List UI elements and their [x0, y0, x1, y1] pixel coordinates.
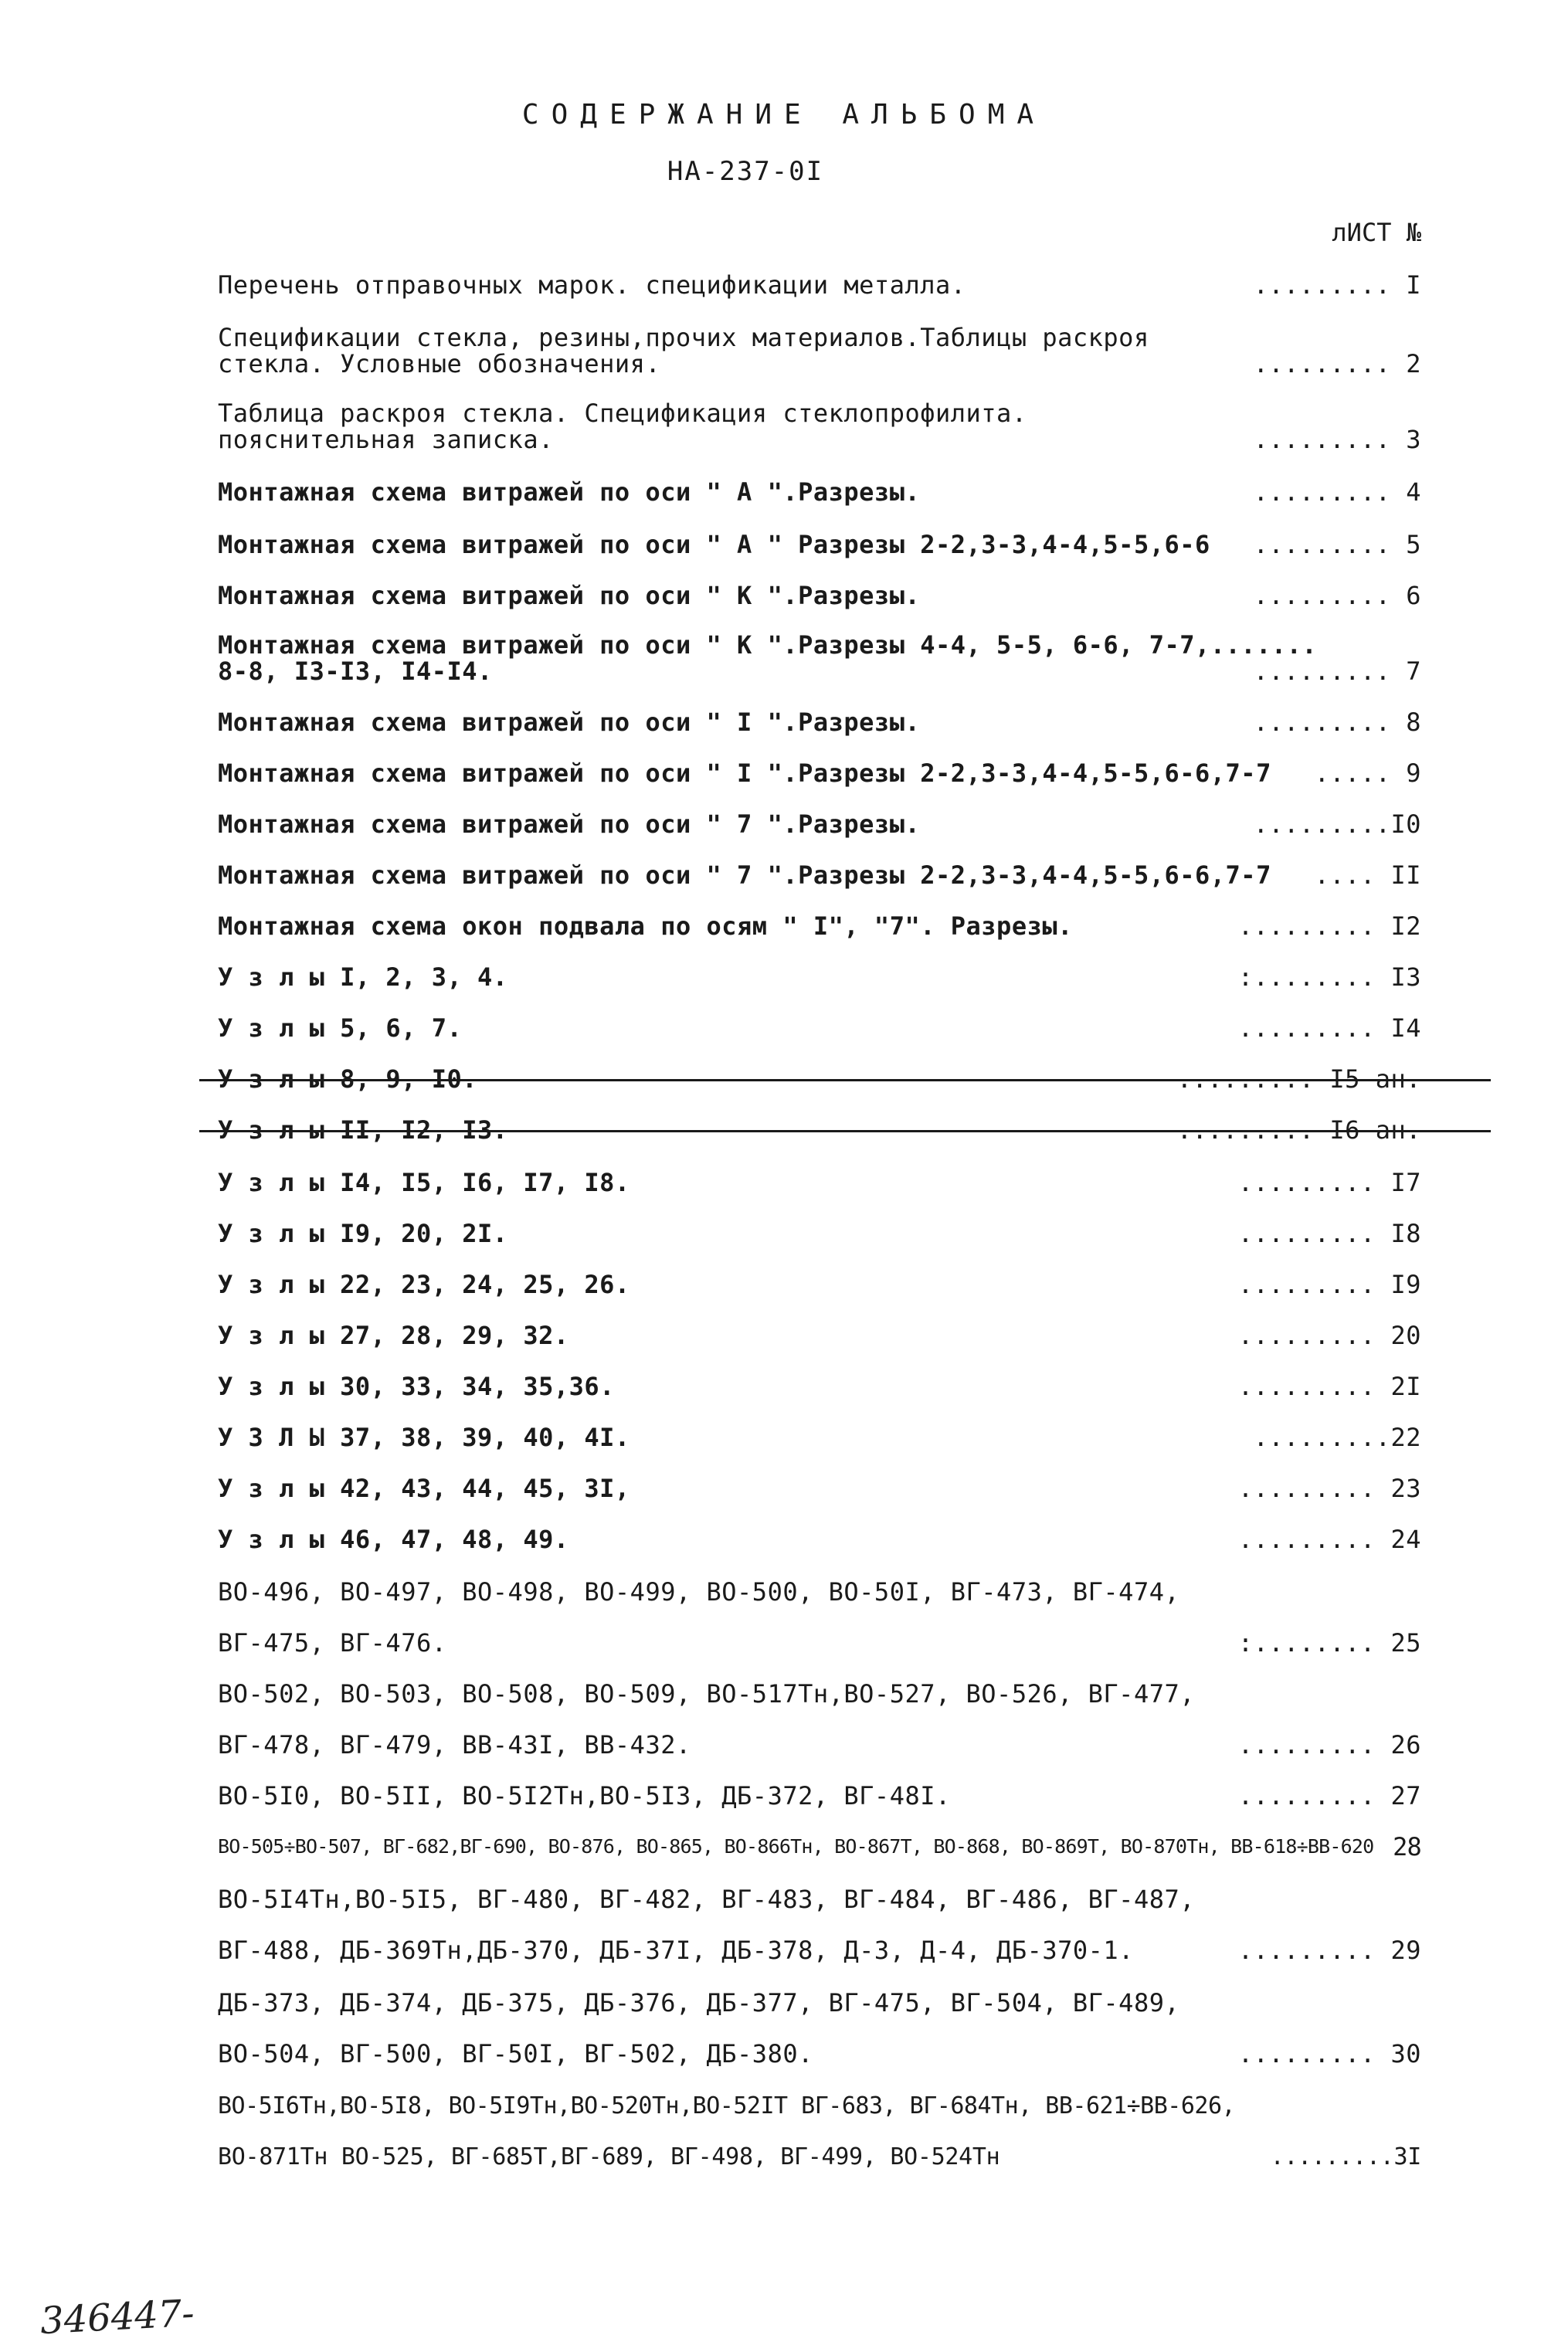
- contents-row: [218, 913, 1421, 939]
- row-page: :........ 25: [1237, 1628, 1421, 1658]
- row-text: Перечень отправочных марок. спецификации металла.: [218, 270, 966, 300]
- row-text: Монтажная схема витражей по оси " 7 ".Разрезы.: [218, 809, 921, 839]
- row-page: ......... 2: [1253, 349, 1421, 378]
- row-text: У з л ы 30, 33, 34, 35,36.: [218, 1372, 615, 1401]
- contents-row: [218, 1579, 1421, 1605]
- contents-row: [218, 582, 1421, 609]
- row-text: Таблица раскроя стекла. Спецификация стеклопрофилита. пояснительная записка.: [218, 399, 1027, 454]
- row-page: ......... 24: [1237, 1525, 1421, 1554]
- row-text: ВО-505÷ВО-507, ВГ-682,ВГ-690, ВО-876, ВО-865, ВО-866Тн, ВО-867Т, ВО-868, ВО-869Т, ВО-870Тн, ВВ-618÷ВВ-620: [218, 1835, 1374, 1858]
- contents-row: [218, 2041, 1421, 2067]
- row-text: Монтажная схема витражей по оси " 7 ".Разрезы 2-2,3-3,4-4,5-5,6-6,7-7: [218, 860, 1271, 890]
- contents-row: [218, 709, 1421, 735]
- row-page: ..... 9: [1314, 758, 1421, 788]
- row-text: ВО-502, ВО-503, ВО-508, ВО-509, ВО-517Тн,ВО-527, ВО-526, ВГ-477,: [218, 1679, 1195, 1709]
- contents-row-struck: [218, 1117, 1421, 1143]
- row-page: ......... 3: [1253, 425, 1421, 454]
- row-page: ......... 29: [1237, 1936, 1421, 1965]
- row-text: Монтажная схема витражей по оси " К ".Разрезы 4-4, 5-5, 6-6, 7-7,....... 8-8, I3-I3, I4-I4.: [218, 630, 1318, 686]
- contents-row: [218, 1990, 1421, 2016]
- row-text: ВГ-478, ВГ-479, ВВ-43I, ВВ-432.: [218, 1730, 691, 1760]
- row-page: :........ I3: [1237, 962, 1421, 992]
- row-text: У з л ы 8, 9, I0.: [218, 1064, 478, 1094]
- row-page: .........3I: [1270, 2143, 1421, 2170]
- contents-row: [218, 1169, 1421, 1196]
- row-text: Спецификации стекла, резины,прочих материалов.Таблицы раскроя стекла. Условные обозначения.: [218, 323, 1149, 378]
- contents-row: [218, 760, 1421, 786]
- row-page: ......... 4: [1253, 477, 1421, 507]
- contents-row: [218, 1732, 1421, 1758]
- sheet-column-header: лИСТ №: [1332, 218, 1421, 247]
- row-page: ......... I: [1253, 270, 1421, 300]
- row-text: У з л ы I9, 20, 2I.: [218, 1219, 508, 1248]
- contents-row: [218, 1424, 1421, 1451]
- row-page: ......... 23: [1237, 1474, 1421, 1503]
- row-page: ......... I5 ан.: [1176, 1064, 1421, 1094]
- contents-row: [218, 400, 1421, 453]
- album-title: СОДЕРЖАНИЕ АЛЬБОМА: [521, 99, 1047, 131]
- contents-row: [218, 1475, 1421, 1502]
- contents-row: [218, 1783, 1421, 1809]
- contents-row-struck: [218, 1066, 1421, 1092]
- row-text: У з л ы II, I2, I3.: [218, 1115, 508, 1145]
- row-page: ......... I6 ан.: [1176, 1115, 1421, 1145]
- contents-row: [218, 531, 1421, 558]
- contents-row: [218, 1834, 1421, 1860]
- contents-row: [218, 1937, 1421, 1963]
- row-text: У з л ы 5, 6, 7.: [218, 1013, 463, 1043]
- row-text: ВО-871Тн ВО-525, ВГ-685Т,ВГ-689, ВГ-498, ВГ-499, ВО-524Тн: [218, 2143, 1000, 2170]
- contents-row: [218, 272, 1421, 298]
- row-text: ДБ-373, ДБ-374, ДБ-375, ДБ-376, ДБ-377, ВГ-475, ВГ-504, ВГ-489,: [218, 1988, 1180, 2018]
- row-text: Монтажная схема витражей по оси " А " Разрезы 2-2,3-3,4-4,5-5,6-6: [218, 530, 1210, 559]
- row-text: У з л ы 27, 28, 29, 32.: [218, 1321, 569, 1350]
- contents-row: [218, 862, 1421, 888]
- contents-row: [218, 1886, 1421, 1912]
- contents-row: [218, 1015, 1421, 1041]
- row-page: ......... 2I: [1237, 1372, 1421, 1401]
- row-text: Монтажная схема окон подвала по осям " I", "7". Разрезы.: [218, 911, 1073, 941]
- row-text: У З Л Ы 37, 38, 39, 40, 4I.: [218, 1423, 630, 1452]
- album-code: НА-237-0I: [667, 156, 824, 187]
- contents-row: [218, 1220, 1421, 1247]
- row-page: .... II: [1314, 860, 1421, 890]
- row-page: ......... I4: [1237, 1013, 1421, 1043]
- row-text: У з л ы I4, I5, I6, I7, I8.: [218, 1168, 630, 1197]
- contents-row: [218, 1630, 1421, 1656]
- handwritten-inventory-number: 346447-: [39, 2291, 195, 2343]
- row-text: ВО-5I6Тн,ВО-5I8, ВО-5I9Тн,ВО-520Тн,ВО-52IТ ВГ-683, ВГ-684Тн, ВВ-621÷ВВ-626,: [218, 2092, 1236, 2119]
- row-text: ВГ-488, ДБ-369Тн,ДБ-370, ДБ-37I, ДБ-378, Д-3, Д-4, ДБ-370-1.: [218, 1936, 1134, 1965]
- row-page: ......... 6: [1253, 581, 1421, 610]
- contents-row: [218, 1322, 1421, 1349]
- row-text: У з л ы I, 2, 3, 4.: [218, 962, 508, 992]
- contents-row: [218, 632, 1421, 684]
- row-page: ......... I2: [1237, 911, 1421, 941]
- row-page: ......... 8: [1253, 708, 1421, 737]
- row-text: У з л ы 22, 23, 24, 25, 26.: [218, 1270, 630, 1299]
- row-text: У з л ы 46, 47, 48, 49.: [218, 1525, 569, 1554]
- row-page: ......... I8: [1237, 1219, 1421, 1248]
- row-text: Монтажная схема витражей по оси " I ".Разрезы 2-2,3-3,4-4,5-5,6-6,7-7: [218, 758, 1271, 788]
- row-page: ......... 27: [1237, 1781, 1421, 1811]
- contents-row: [218, 811, 1421, 837]
- row-page: ......... 5: [1253, 530, 1421, 559]
- contents-row: [218, 1271, 1421, 1298]
- row-text: У з л ы 42, 43, 44, 45, 3I,: [218, 1474, 630, 1503]
- contents-row: [218, 2093, 1421, 2119]
- row-page: ......... 26: [1237, 1730, 1421, 1760]
- contents-row: [218, 2144, 1421, 2170]
- row-page: ......... 30: [1237, 2039, 1421, 2068]
- row-text: Монтажная схема витражей по оси " А ".Разрезы.: [218, 477, 921, 507]
- contents-row: [218, 1526, 1421, 1553]
- contents-row: [218, 324, 1421, 377]
- contents-row: [218, 1373, 1421, 1400]
- contents-row: [218, 1681, 1421, 1707]
- row-page: ......... I7: [1237, 1168, 1421, 1197]
- row-page: .........I0: [1253, 809, 1421, 839]
- contents-row: [218, 964, 1421, 990]
- row-page: ......... 20: [1237, 1321, 1421, 1350]
- row-text: ВО-5I0, ВО-5II, ВО-5I2Тн,ВО-5I3, ДБ-372, ВГ-48I.: [218, 1781, 951, 1811]
- row-text: ВО-496, ВО-497, ВО-498, ВО-499, ВО-500, ВО-50I, ВГ-473, ВГ-474,: [218, 1577, 1180, 1607]
- row-text: ВО-5I4Тн,ВО-5I5, ВГ-480, ВГ-482, ВГ-483, ВГ-484, ВГ-486, ВГ-487,: [218, 1885, 1195, 1914]
- contents-row: [218, 479, 1421, 505]
- row-text: ВГ-475, ВГ-476.: [218, 1628, 447, 1658]
- row-page: 28: [1393, 1832, 1421, 1861]
- row-page: .........22: [1253, 1423, 1421, 1452]
- row-text: ВО-504, ВГ-500, ВГ-50I, ВГ-502, ДБ-380.: [218, 2039, 813, 2068]
- row-page: ......... 7: [1253, 657, 1421, 686]
- row-text: Монтажная схема витражей по оси " К ".Разрезы.: [218, 581, 921, 610]
- row-page: ......... I9: [1237, 1270, 1421, 1299]
- row-text: Монтажная схема витражей по оси " I ".Разрезы.: [218, 708, 921, 737]
